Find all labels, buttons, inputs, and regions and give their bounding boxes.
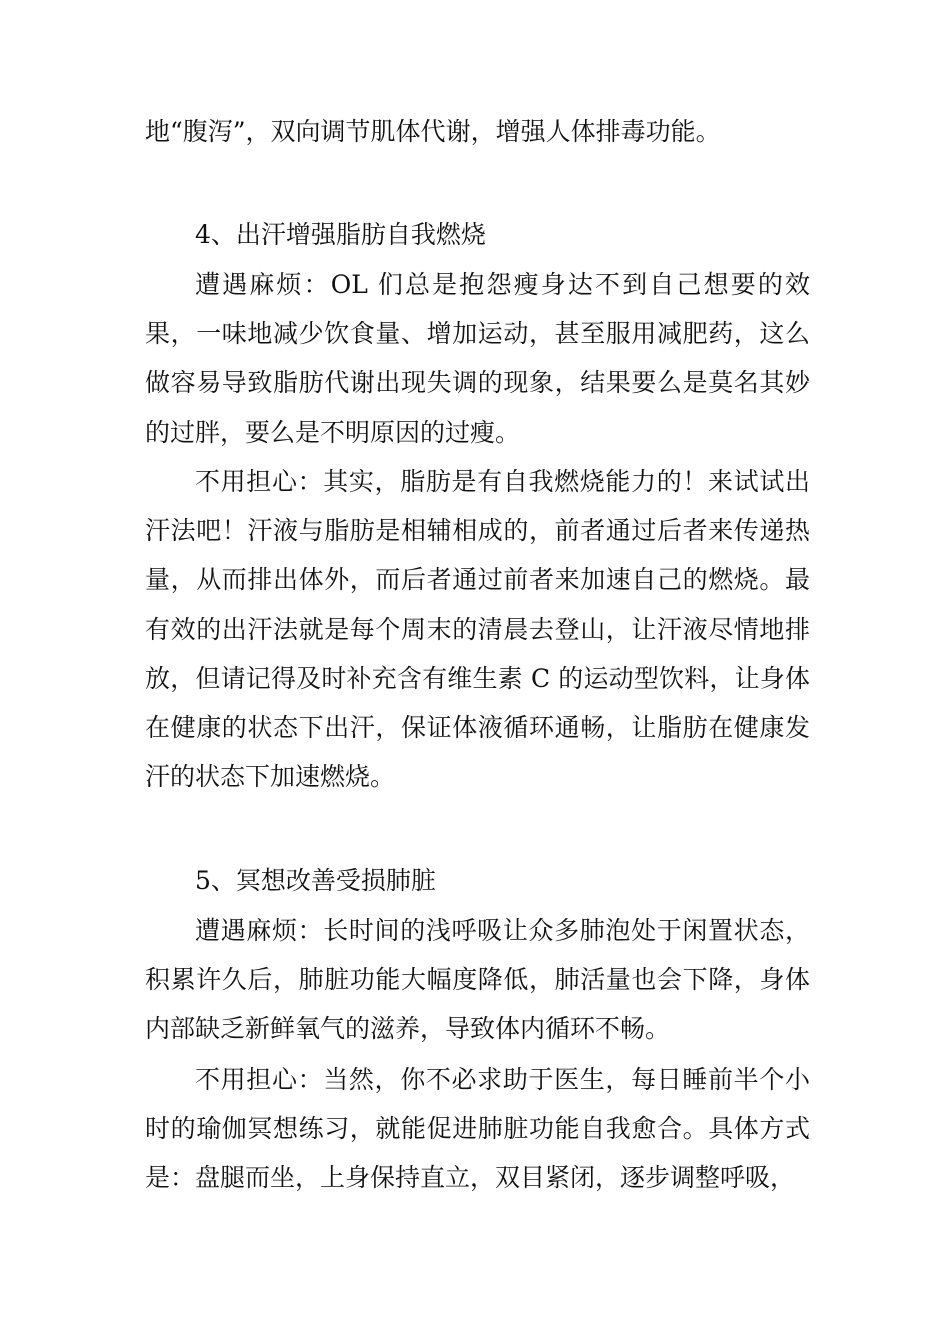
paragraph-solution-5: 不用担心：当然，你不必求助于医生，每日睡前半个小时的瑜伽冥想练习，就能促进肺脏功能自我愈合。具体方式是：盘腿而坐，上身保持直立，双目紧闭，逐步调整呼吸， xyxy=(145,1065,810,1193)
section-heading-5: 5、冥想改善受损肺脏 xyxy=(195,866,436,895)
paragraph-solution-4: 不用担心：其实，脂肪是有自我燃烧能力的！来试试出汗法吧！汗液与脂肪是相辅相成的，前者通过后者来传递热量，从而排出体外，而后者通过前者来加速自己的燃烧。最有效的出汗法就是每个周末的清晨去登山，让汗液尽情地排放，但请记得及时补充含有维生素 C 的运动型饮料，让身体在健康的状态下出汗，保证体液循环通畅，让脂肪在健康发汗的状态下加速燃烧。 xyxy=(145,467,810,792)
paragraph-continuation: 地“腹泻”，双向调节肌体代谢，增强人体排毒功能。 xyxy=(145,117,721,146)
paragraph-trouble-4: 遭遇麻烦：OL 们总是抱怨瘦身达不到自己想要的效果，一味地减少饮食量、增加运动，甚至服用减肥药，这么做容易导致脂肪代谢出现失调的现象，结果要么是莫名其妙的过胖，要么是不明原因的过瘦。 xyxy=(145,270,810,447)
section-heading-4: 4、出汗增强脂肪自我燃烧 xyxy=(195,220,486,249)
paragraph-trouble-5: 遭遇麻烦：长时间的浅呼吸让众多肺泡处于闲置状态，积累许久后，肺脏功能大幅度降低，肺活量也会下降，身体内部缺乏新鲜氧气的滋养，导致体内循环不畅。 xyxy=(145,916,810,1044)
